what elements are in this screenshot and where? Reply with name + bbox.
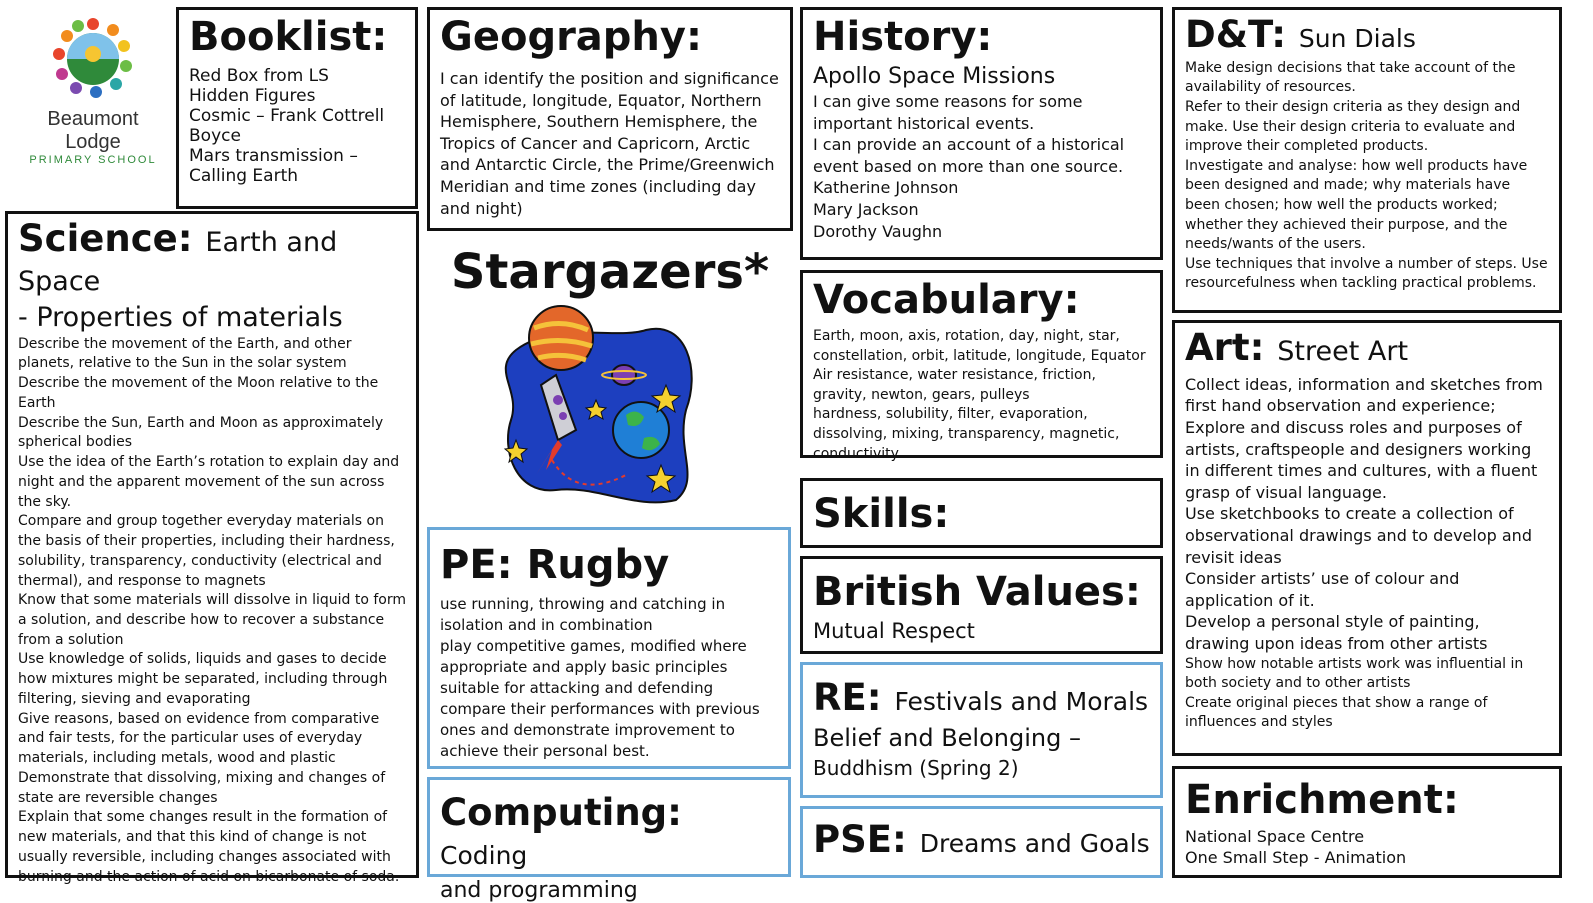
enrichment-line: National Space Centre	[1185, 827, 1365, 846]
logo-school-subtitle: PRIMARY SCHOOL	[29, 154, 157, 166]
space-illustration	[496, 300, 706, 510]
history-panel	[800, 7, 1163, 260]
dt-line: Use techniques that involve a number of steps. Use resourcefulness when tackling practical problems.	[1185, 255, 1548, 292]
geography-panel	[427, 7, 793, 231]
science-line: Explain that some changes result in the formation of new materials, and that this kind of change is not usually reversible, including changes associated with burning and the action of acid on bicarbonate of soda.	[18, 809, 400, 885]
re-topic: Festivals and Morals	[894, 687, 1149, 716]
art-line: Develop a personal style of painting, drawing upon ideas from other artists	[1185, 612, 1488, 653]
vocabulary-line: Air resistance, water resistance, friction, gravity, newton, gears, pulleys	[813, 367, 1096, 403]
art-panel	[1172, 320, 1562, 756]
vocabulary-line: hardness, solubility, filter, evaporation, dissolving, mixing, transparency, magnetic, conductivity	[813, 406, 1120, 462]
art-line-small: Show how notable artists work was influential in both society and to other artists	[1185, 655, 1524, 692]
re-line-3: Buddhism (Spring 2)	[813, 755, 1019, 780]
booklist-item: Hidden Figures	[189, 86, 316, 107]
science-line: Compare and group together everyday materials on the basis of their properties, including their hardness, solubility, transparency, conductivity (electrical and thermal), and response to magnets	[18, 513, 395, 589]
dt-line: Investigate and analyse: how well products have been designed and made; why materials have been chosen; how well the products worked; whether they achieved their purpose, and the needs/wants of the users.	[1185, 157, 1528, 253]
booklist-heading: Booklist:	[189, 14, 388, 60]
history-heading: History:	[813, 14, 993, 60]
pe-panel	[427, 527, 791, 769]
pse-heading: PSE:	[813, 818, 907, 861]
dt-topic: Sun Dials	[1298, 24, 1416, 53]
skills-panel	[800, 478, 1163, 548]
science-line: Use knowledge of solids, liquids and gases to decide how mixtures might be separated, including through filtering, sieving and evaporating	[18, 651, 388, 707]
science-line: Describe the Sun, Earth and Moon as approximately spherical bodies	[18, 414, 384, 451]
science-line: Describe the movement of the Moon relative to the Earth	[18, 375, 379, 411]
enrichment-heading: Enrichment:	[1185, 777, 1459, 823]
logo-school-name: Beaumont Lodge	[47, 108, 139, 153]
art-heading: Art:	[1185, 326, 1265, 369]
vocabulary-heading: Vocabulary:	[813, 277, 1080, 323]
rocket-planets-illustration-icon	[496, 300, 706, 510]
history-line: I can provide an account of a historical event based on more than one source.	[813, 135, 1125, 176]
art-line: Collect ideas, information and sketches from first hand observation and experience;	[1185, 374, 1543, 416]
pe-heading: PE: Rugby	[440, 542, 670, 588]
geography-text: I can identify the position and significance of latitude, longitude, Equator, Northern Hemisphere, Southern Hemisphere, the Tropics of Cancer and Capricorn, Arctic and Antarctic Circle, the Prime/Greenwich Meridian and time zones (including day and night)	[440, 69, 779, 218]
enrichment-panel	[1172, 766, 1562, 878]
school-logo	[18, 14, 168, 166]
history-line: Mary Jackson	[813, 199, 919, 219]
science-line: Give reasons, based on evidence from comparative and fair tests, for the particular uses of everyday materials, including metals, wood and plastic	[18, 710, 380, 767]
history-line: Katherine Johnson	[813, 178, 959, 198]
computing-heading: Computing:	[440, 791, 682, 834]
science-line: Demonstrate that dissolving, mixing and changes of state are reversible changes	[18, 769, 386, 806]
topic-title: Stargazers*	[450, 244, 770, 300]
dt-panel	[1172, 7, 1562, 313]
science-panel	[5, 211, 419, 885]
re-line-2: Belief and Belonging –	[813, 723, 1081, 752]
geography-heading: Geography:	[440, 14, 702, 60]
booklist-item: Cosmic – Frank Cottrell Boyce	[189, 106, 385, 147]
art-line: Use sketchbooks to create a collection of observational drawings and to develop and revisit ideas	[1185, 504, 1532, 567]
art-topic: Street Art	[1277, 336, 1409, 367]
history-line: I can give some reasons for some important historical events.	[813, 92, 1083, 133]
pse-panel	[800, 806, 1163, 878]
science-topic-2: - Properties of materials	[18, 301, 343, 333]
art-line-small: Create original pieces that show a range of influences and styles	[1185, 694, 1488, 731]
booklist-item: Mars transmission – Calling Earth	[189, 146, 358, 187]
skills-heading: Skills:	[813, 491, 950, 537]
pse-topic: Dreams and Goals	[919, 829, 1150, 858]
dt-line: Refer to their design criteria as they design and make. Use their design criteria to evaluate and improve their completed products.	[1185, 99, 1521, 155]
history-line: Dorothy Vaughn	[813, 221, 943, 241]
history-subheading: Apollo Space Missions	[813, 64, 1056, 89]
pe-line: play competitive games, modified where appropriate and apply basic principles suitable for attacking and defending	[440, 637, 747, 697]
british-values-heading: British Values:	[813, 569, 1141, 615]
vocabulary-line: Earth, moon, axis, rotation, day, night, star, constellation, orbit, latitude, longitude, Equator	[813, 328, 1146, 364]
logo-emblem-icon	[18, 14, 168, 102]
booklist-panel	[176, 7, 418, 209]
british-values-value: Mutual Respect	[813, 619, 975, 643]
re-panel	[800, 662, 1163, 798]
science-line: Know that some materials will dissolve in liquid to form a solution, and describe how to recover a substance from a solution	[18, 592, 407, 648]
science-line: Describe the movement of the Earth, and other planets, relative to the Sun in the solar system	[18, 335, 352, 372]
british-values-panel	[800, 556, 1163, 654]
computing-panel	[427, 777, 791, 903]
pe-line: use running, throwing and catching in isolation and in combination	[440, 595, 726, 634]
science-topic: Earth and Space	[18, 227, 338, 297]
computing-topic: Coding	[440, 840, 528, 870]
science-heading: Science:	[18, 217, 193, 260]
enrichment-line: One Small Step - Animation	[1185, 847, 1407, 867]
art-line: Consider artists’ use of colour and application of it.	[1185, 569, 1460, 610]
pe-line: compare their performances with previous ones and demonstrate improvement to achieve their personal best.	[440, 700, 760, 760]
dt-heading: D&T:	[1185, 13, 1286, 56]
art-line: Explore and discuss roles and purposes of artists, craftspeople and designers working in different times and cultures, with a fluent grasp of visual language.	[1185, 418, 1538, 502]
booklist-item: Red Box from LS	[189, 66, 329, 86]
re-heading: RE:	[813, 676, 882, 719]
dt-line: Make design decisions that take account of the availability of resources.	[1185, 59, 1516, 96]
vocabulary-panel	[800, 270, 1163, 462]
computing-line-2: and programming	[440, 877, 638, 903]
science-line: Use the idea of the Earth’s rotation to explain day and night and the apparent movement of the sun across the sky.	[18, 454, 400, 510]
